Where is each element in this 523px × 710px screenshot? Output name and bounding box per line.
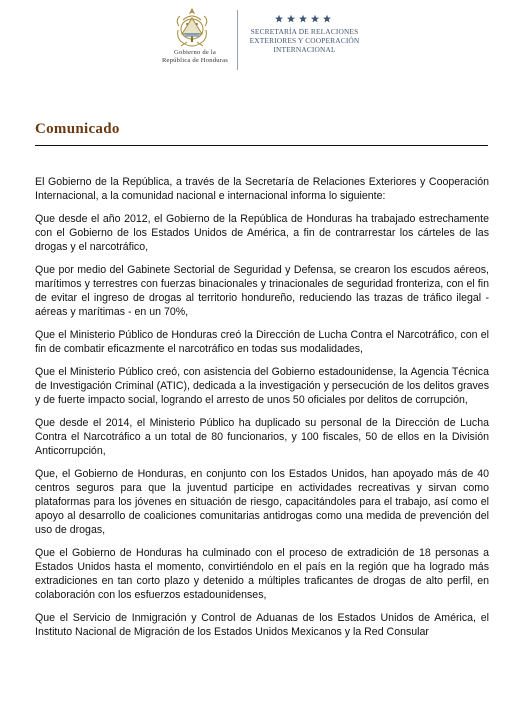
paragraph: Que desde el 2014, el Ministerio Público ha duplicado su personal de la Dirección de Lucha Contra el Narcotráfico a un total de 80 funcionarios, y 100 fiscales, 50 de ellos en la División Anticorrupción,: [35, 417, 489, 457]
star-icon: [287, 15, 295, 23]
government-name-line: República de Honduras: [161, 57, 229, 64]
star-icon: [275, 15, 283, 23]
ministry-name-line: SECRETARÍA DE RELACIONES: [250, 27, 359, 36]
letterhead: [0, 0, 523, 80]
star-icon: [323, 15, 331, 23]
paragraph: Que desde el año 2012, el Gobierno de la República de Honduras ha trabajado estrechamente con el Gobierno de los Estados Unidos de América, a fin de contrarrestar los cárteles de las drogas y el narcotráfico,: [35, 213, 489, 253]
paragraph: Que por medio del Gabinete Sectorial de Seguridad y Defensa, se crearon los escudos aéreos, marítimos y terrestres con fuerzas binacionales y trinacionales de seguridad fronteriza, con el fin de evitar el ingreso de drogas al territorio hondureño, reduciendo las trazas de tráfico ilegal - aéreas y marítimas - en un 70%,: [35, 264, 489, 318]
header-divider: [237, 10, 238, 70]
communique-body: [35, 175, 489, 648]
paragraph: Que el Ministerio Público de Honduras creó la Dirección de Lucha Contra el Narcotráfico, con el fin de combatir eficazmente el narcotráfico en todas sus modalidades,: [35, 329, 489, 355]
paragraph: Que el Ministerio Público creó, con asistencia del Gobierno estadounidense, la Agencia Técnica de Investigación Criminal (ATIC), dedicada a la investigación y persecución de los delitos graves y de fuerte impacto social, logrando el arresto de unos 50 oficiales por delitos de corrupción,: [35, 366, 489, 406]
ministry-name-line: EXTERIORES Y COOPERACIÓN: [249, 36, 360, 45]
page-title: Comunicado: [35, 121, 120, 137]
paragraph: Que el Gobierno de Honduras ha culminado con el proceso de extradición de 18 personas a Estados Unidos hasta el momento, convirtiéndolo en el país en la región que ha logrado más extradiciones en tan corto plazo y detenido a múltiples traficantes de drogas de alto perfil, en colaboración con los esfuerzos estadounidenses,: [35, 547, 489, 601]
paragraph: Que, el Gobierno de Honduras, en conjunto con los Estados Unidos, han apoyado más de 40 centros seguros para que la juventud participe en actividades recreativas y sirvan como plataformas para los jóvenes en situación de riesgo, capacitándoles para el trabajo, así como el apoyo al desarrollo de coaliciones comunitarias antidrogas como una medida de prevención del uso de drogas,: [35, 468, 489, 536]
government-name: [158, 49, 232, 65]
ministry-name: [242, 27, 367, 54]
star-icon: [299, 15, 307, 23]
coat-of-arms-icon: [171, 6, 213, 52]
title-underline: [35, 145, 488, 146]
government-name-line: Gobierno de la: [174, 49, 216, 56]
paragraph: El Gobierno de la República, a través de la Secretaría de Relaciones Exteriores y Cooperación Internacional, a la comunidad nacional e internacional informa lo siguiente:: [35, 176, 489, 202]
paragraph: Que el Servicio de Inmigración y Control de Aduanas de los Estados Unidos de América, el Instituto Nacional de Migración de los Estados Unidos Mexicanos y la Red Consular: [35, 612, 489, 638]
star-icon: [311, 15, 319, 23]
ministry-name-line: INTERNACIONAL: [273, 45, 336, 54]
stars-icon: [273, 14, 333, 24]
